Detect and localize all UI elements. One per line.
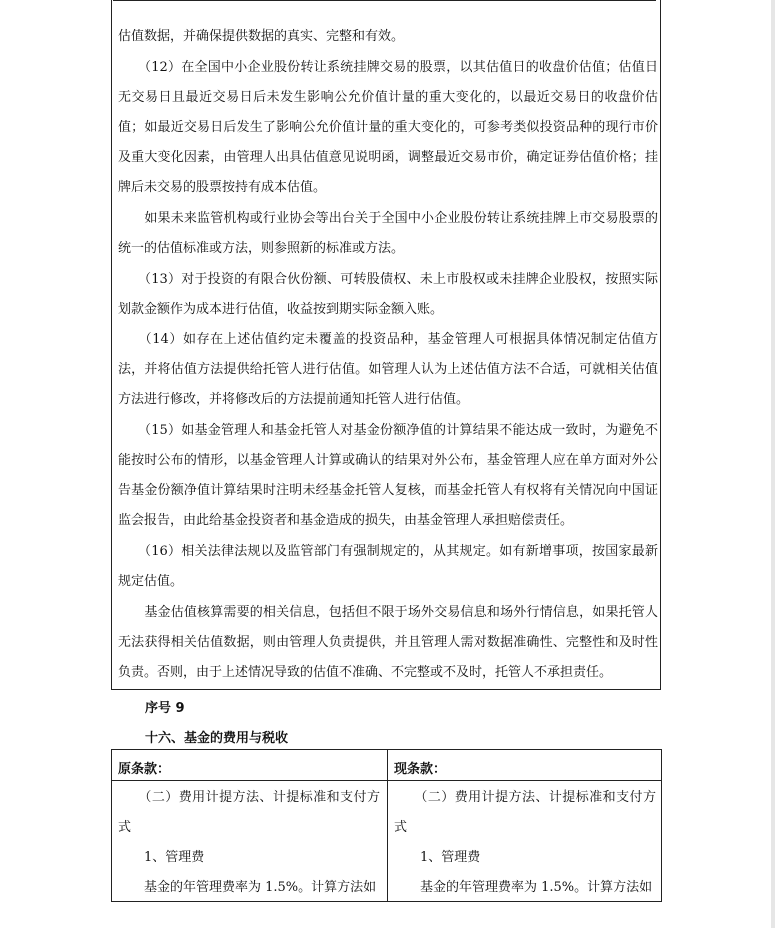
current-clause-text: 基金的年管理费率为 1.5%。计算方法如 — [394, 880, 653, 895]
original-clause-text: 基金的年管理费率为 1.5%。计算方法如 — [118, 880, 377, 895]
paragraph-item-15: （15）如基金管理人和基金托管人对基金份额净值的计算结果不能达成一致时，为避免不能按时公布的情形，以基金管理人计算或确认的结果对外公布，基金管理人应在单方面对外公告基金份额净值计算结果时注明未经基金托管人复核，而基金托管人有权将有关情况向中国证监会报告，由此给基金投资者和基金造成的损失，由基金管理人承担赔偿责任。 — [118, 423, 658, 528]
paragraph-future-standard: 如果未来监管机构或行业协会等出台关于全国中小企业股份转让系统挂牌上市交易股票的统一的估值标准或方法，则参照新的标准或方法。 — [118, 211, 658, 256]
current-clause-text: 1、管理费 — [394, 850, 481, 865]
paragraph-item-13: （13）对于投资的有限合伙份额、可转股债权、未上市股权或未挂牌企业股权，按照实际划款金额作为成本进行估值，收益按到期实际金额入账。 — [118, 272, 658, 317]
paragraph-item-12: （12）在全国中小企业股份转让系统挂牌交易的股票，以其估值日的收盘价估值；估值日无交易日且最近交易日后未发生影响公允价值计量的重大变化的，以最近交易日的收盘价估值；如最近交易日后发生了影响公允价值计量的重大变化的，可参考类似投资品种的现行市价及重大变化因素，由管理人出具估值意见说明函，调整最近交易市价，确定证券估值价格；挂牌后未交易的股票按持有成本估值。 — [118, 60, 658, 195]
current-clause-text: （二）费用计提方法、计提标准和支付方式 — [394, 790, 656, 835]
paragraph-continuation: 估值数据，并确保提供数据的真实、完整和有效。 — [118, 29, 405, 44]
paragraph-item-14: （14）如存在上述估值约定未覆盖的投资品种，基金管理人可根据具体情况制定估值方法，并将估值方法提供给托管人进行估值。如管理人认为上述估值方法不合适，可就相关估值方法进行修改，并将修改后的方法提前通知托管人进行估值。 — [118, 332, 658, 407]
paragraph-item-16: （16）相关法律法规以及监管部门有强制规定的，从其规定。如有新增事项，按国家最新规定估值。 — [118, 544, 658, 589]
paragraph-info-responsibility: 基金估值核算需要的相关信息，包括但不限于场外交易信息和场外行情信息，如果托管人无法获得相关估值数据，则由管理人负责提供，并且管理人需对数据准确性、完整性和及时性负责。否则，由于上述情况导致的估值不准确、不完整或不及时，托管人不承担责任。 — [118, 605, 658, 680]
page-edge-shadow — [771, 0, 775, 928]
current-clause-header: 现条款： — [394, 762, 447, 777]
table-header-divider — [112, 780, 661, 781]
original-clause-text: （二）费用计提方法、计提标准和支付方式 — [118, 790, 380, 835]
sequence-label: 序号 9 — [145, 701, 185, 716]
section-heading: 十六、基金的费用与税收 — [145, 731, 289, 746]
table-column-divider — [387, 750, 388, 901]
original-clause-header: 原条款： — [118, 762, 171, 777]
comparison-table — [111, 749, 662, 902]
original-clause-text: 1、管理费 — [118, 850, 205, 865]
